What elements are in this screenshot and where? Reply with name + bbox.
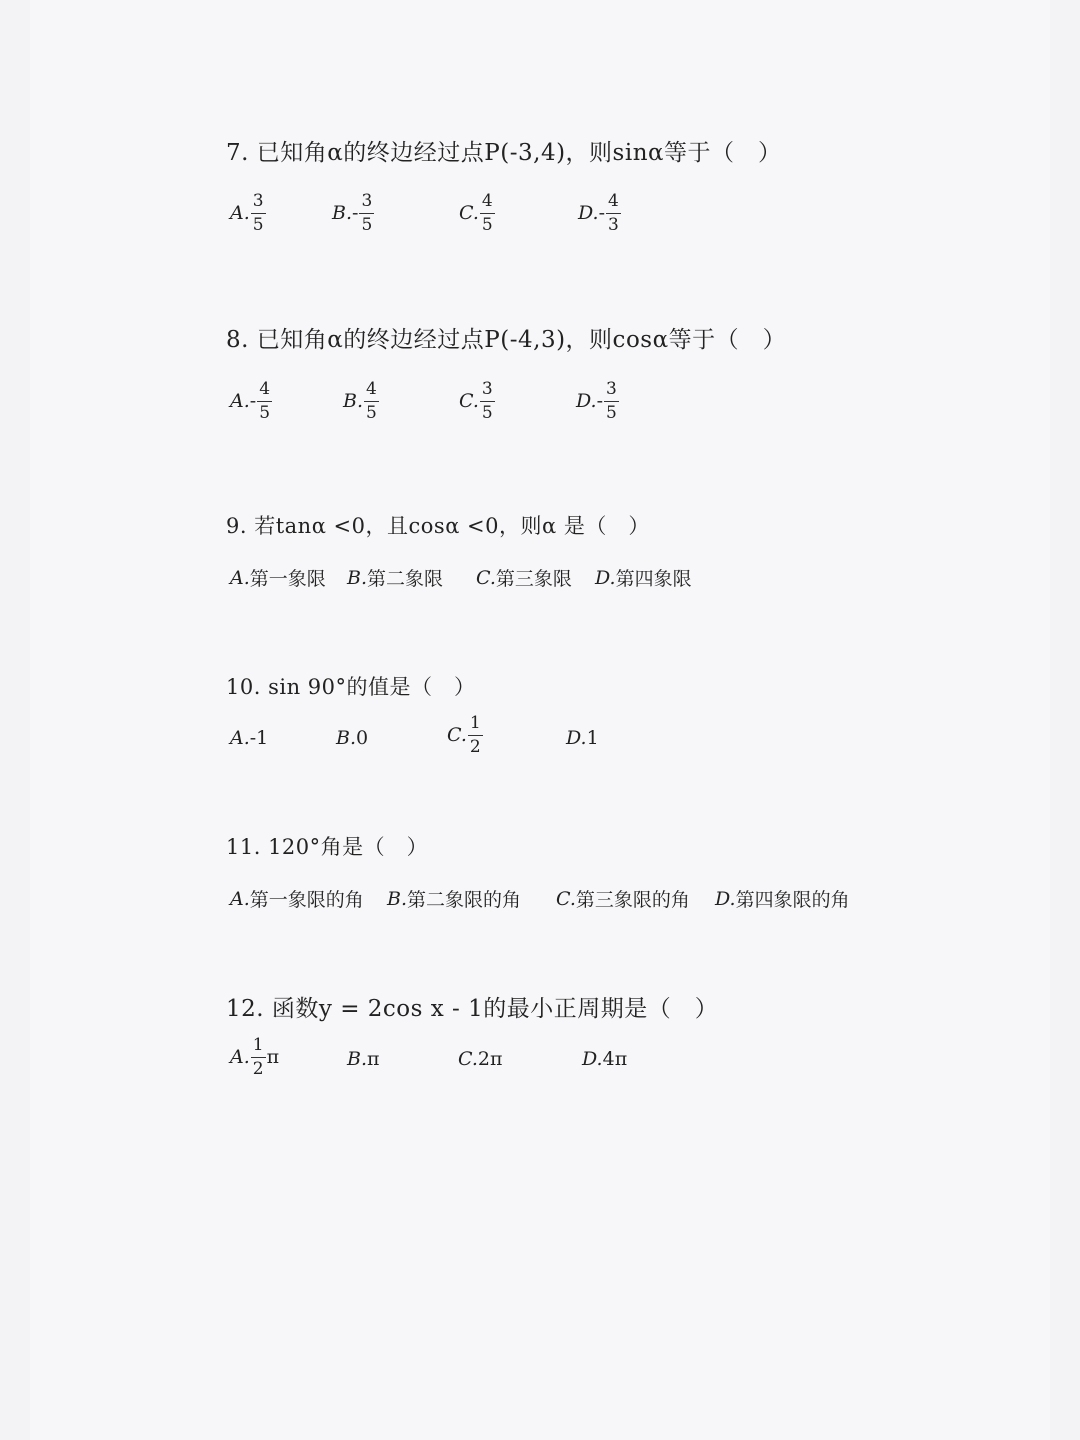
q12-option-b[interactable] [347, 1048, 380, 1070]
option-letter: B. [387, 887, 408, 910]
denominator: 3 [608, 214, 619, 235]
option-letter: C. [476, 566, 496, 589]
numerator: 4 [366, 379, 377, 399]
option-letter: B. [336, 727, 357, 749]
q7-option-d[interactable] [578, 192, 622, 234]
exam-paper [30, 0, 1050, 1440]
q8-option-a[interactable] [230, 380, 273, 422]
option-letter: A. [230, 202, 250, 225]
numerator: 4 [259, 379, 271, 399]
option-text: 2π [477, 1048, 503, 1070]
q11-option-b[interactable] [387, 885, 521, 912]
option-sign: - [249, 390, 257, 413]
question-11-title: 11. 120°角是（ ） [226, 835, 429, 859]
q10-option-c[interactable] [447, 714, 484, 756]
numerator: 3 [481, 379, 493, 399]
option-text: 第三象限的角 [575, 889, 690, 911]
option-text: 第二象限 [367, 568, 444, 590]
option-text: 1 [586, 727, 599, 749]
fraction [468, 714, 483, 756]
numerator: 1 [469, 713, 481, 733]
denominator: 5 [259, 402, 271, 423]
q12-option-d[interactable] [582, 1048, 627, 1070]
q10-option-a[interactable] [230, 727, 268, 749]
option-letter: B. [332, 202, 353, 225]
numerator: 4 [481, 191, 493, 211]
option-text: 第三象限 [495, 568, 572, 590]
numerator: 3 [606, 379, 617, 399]
q9-option-a[interactable] [230, 564, 326, 591]
option-letter: B. [343, 390, 364, 413]
option-text: 第二象限的角 [407, 889, 522, 911]
option-letter: D. [576, 390, 597, 413]
fraction [480, 192, 495, 234]
numerator: 1 [252, 1035, 264, 1055]
option-letter: D. [566, 727, 587, 749]
pi-symbol: π [266, 1046, 280, 1069]
option-letter: C. [556, 887, 576, 910]
fraction [604, 380, 619, 422]
option-letter: A. [230, 566, 250, 589]
option-letter: D. [578, 202, 599, 225]
question-8-title: 8. 已知角α的终边经过点P(-4,3)，则cosα等于（ ） [226, 327, 787, 353]
option-text: 4π [602, 1048, 628, 1070]
numerator: 4 [608, 191, 619, 211]
option-text: 第一象限的角 [249, 889, 364, 911]
option-letter: A. [230, 887, 250, 910]
q7-option-a[interactable] [230, 192, 267, 234]
q10-option-d[interactable] [566, 727, 599, 749]
numerator: 3 [252, 191, 264, 211]
fraction [257, 380, 272, 422]
q10-option-b[interactable] [336, 727, 368, 749]
q7-option-c[interactable] [459, 192, 496, 234]
fraction [251, 1036, 266, 1078]
q9-option-d[interactable] [595, 564, 692, 591]
fraction [480, 380, 495, 422]
option-letter: B. [347, 1048, 368, 1070]
q8-option-c[interactable] [459, 380, 496, 422]
option-letter: C. [459, 202, 479, 225]
option-text: -1 [249, 727, 269, 749]
q11-option-d[interactable] [715, 885, 850, 912]
question-7-title: 7. 已知角α的终边经过点P(-3,4)，则sinα等于（ ） [226, 140, 782, 166]
q11-option-a[interactable] [230, 885, 364, 912]
option-letter: A. [230, 727, 250, 749]
option-sign: - [596, 390, 604, 413]
numerator: 3 [361, 191, 373, 211]
fraction [251, 192, 266, 234]
q9-option-c[interactable] [476, 564, 572, 591]
denominator: 5 [606, 402, 617, 423]
option-text: π [367, 1048, 380, 1070]
question-9-title: 9. 若tanα <0，且cosα <0，则α 是（ ） [226, 514, 650, 538]
option-text: 第一象限 [249, 568, 326, 590]
option-letter: A. [230, 1046, 250, 1069]
option-letter: D. [582, 1048, 603, 1070]
option-text: 第四象限的角 [735, 889, 850, 911]
fraction [606, 192, 621, 234]
option-sign: - [598, 202, 606, 225]
fraction [359, 192, 374, 234]
option-letter: D. [595, 566, 616, 589]
question-12-title: 12. 函数y = 2cos x - 1的最小正周期是（ ） [226, 996, 719, 1022]
denominator: 2 [252, 1058, 264, 1079]
option-letter: B. [347, 566, 368, 589]
option-text: 第四象限 [615, 568, 692, 590]
denominator: 5 [361, 214, 373, 235]
q11-option-c[interactable] [556, 885, 690, 912]
option-letter: D. [715, 887, 736, 910]
denominator: 5 [481, 214, 493, 235]
q8-option-b[interactable] [343, 380, 380, 422]
q9-option-b[interactable] [347, 564, 443, 591]
option-letter: C. [447, 724, 467, 747]
option-text: 0 [356, 727, 369, 749]
denominator: 5 [366, 402, 377, 423]
q7-option-b[interactable] [332, 192, 375, 234]
denominator: 5 [481, 402, 493, 423]
option-sign: - [352, 202, 359, 225]
q8-option-d[interactable] [576, 380, 620, 422]
question-10-title: 10. sin 90°的值是（ ） [226, 675, 476, 699]
q12-option-a[interactable] [230, 1036, 279, 1078]
option-letter: C. [458, 1048, 478, 1070]
option-letter: A. [230, 390, 250, 413]
denominator: 2 [469, 736, 481, 757]
fraction [364, 380, 379, 422]
q12-option-c[interactable] [458, 1048, 502, 1070]
option-letter: C. [459, 390, 479, 413]
denominator: 5 [252, 214, 264, 235]
